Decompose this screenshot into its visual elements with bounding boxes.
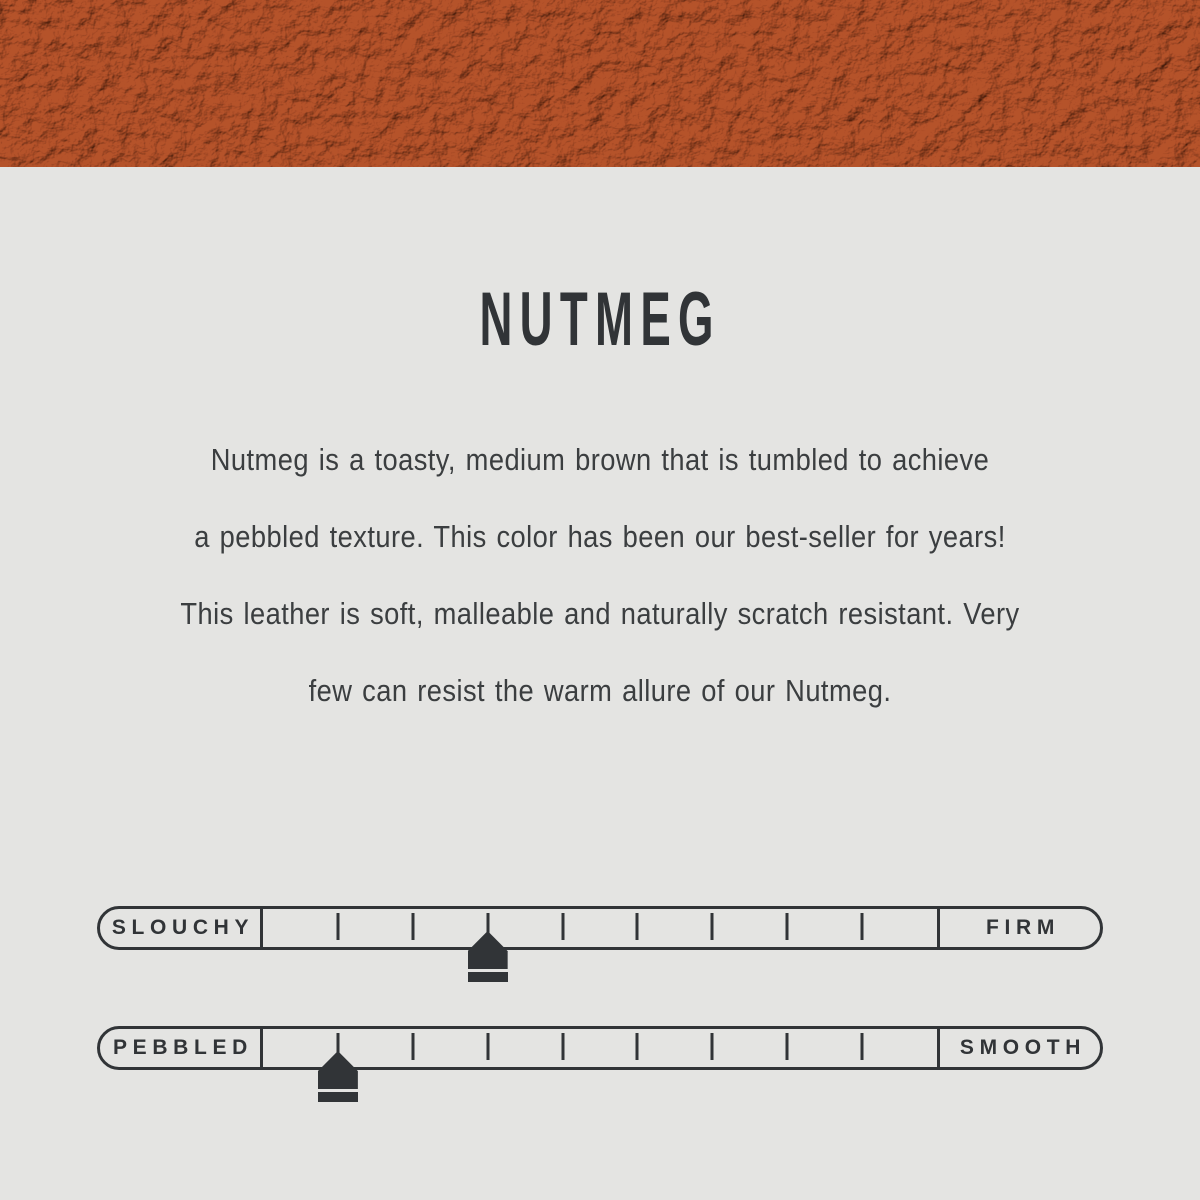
scale-tick [561,913,564,940]
scale-tick [411,913,414,940]
scale-tick [711,1033,714,1060]
leather-swatch-photo [0,0,1200,167]
scale-slouchy-firm [97,906,1103,950]
marker-bar [468,972,508,982]
leather-texture-image [0,0,1200,167]
scale-right-label: SMOOTH [937,1029,1100,1067]
scale-marker-icon [468,931,508,982]
scale-tick [636,1033,639,1060]
scale-left-label: PEBBLED [100,1029,263,1067]
color-description [0,421,1200,729]
scale-marker-icon [318,1051,358,1102]
scale-pebbled-smooth [97,1026,1103,1070]
scale-left-label: SLOUCHY [100,909,263,947]
description-line: few can resist the warm allure of our Nutmeg. [308,673,892,708]
scale-track [263,909,937,947]
scale-tick [561,1033,564,1060]
marker-bar [318,1092,358,1102]
scale-tick [786,1033,789,1060]
description-line: a pebbled texture. This color has been our best-seller for years! [194,519,1006,554]
title-row [0,272,1200,368]
page-title: NUTMEG [479,277,721,362]
marker-head [318,1051,358,1089]
scale-tick [861,1033,864,1060]
scale-tick [636,913,639,940]
scale-tick [411,1033,414,1060]
scale-tick [786,913,789,940]
scale-tick [861,913,864,940]
description-line: Nutmeg is a toasty, medium brown that is tumbled to achieve [210,442,990,477]
scale-track [263,1029,937,1067]
marker-head [468,931,508,969]
scale-tick [486,1033,489,1060]
scale-right-label: FIRM [937,909,1100,947]
description-line: This leather is soft, malleable and naturally scratch resistant. Very [180,596,1020,631]
scale-tick [711,913,714,940]
scale-tick [336,913,339,940]
